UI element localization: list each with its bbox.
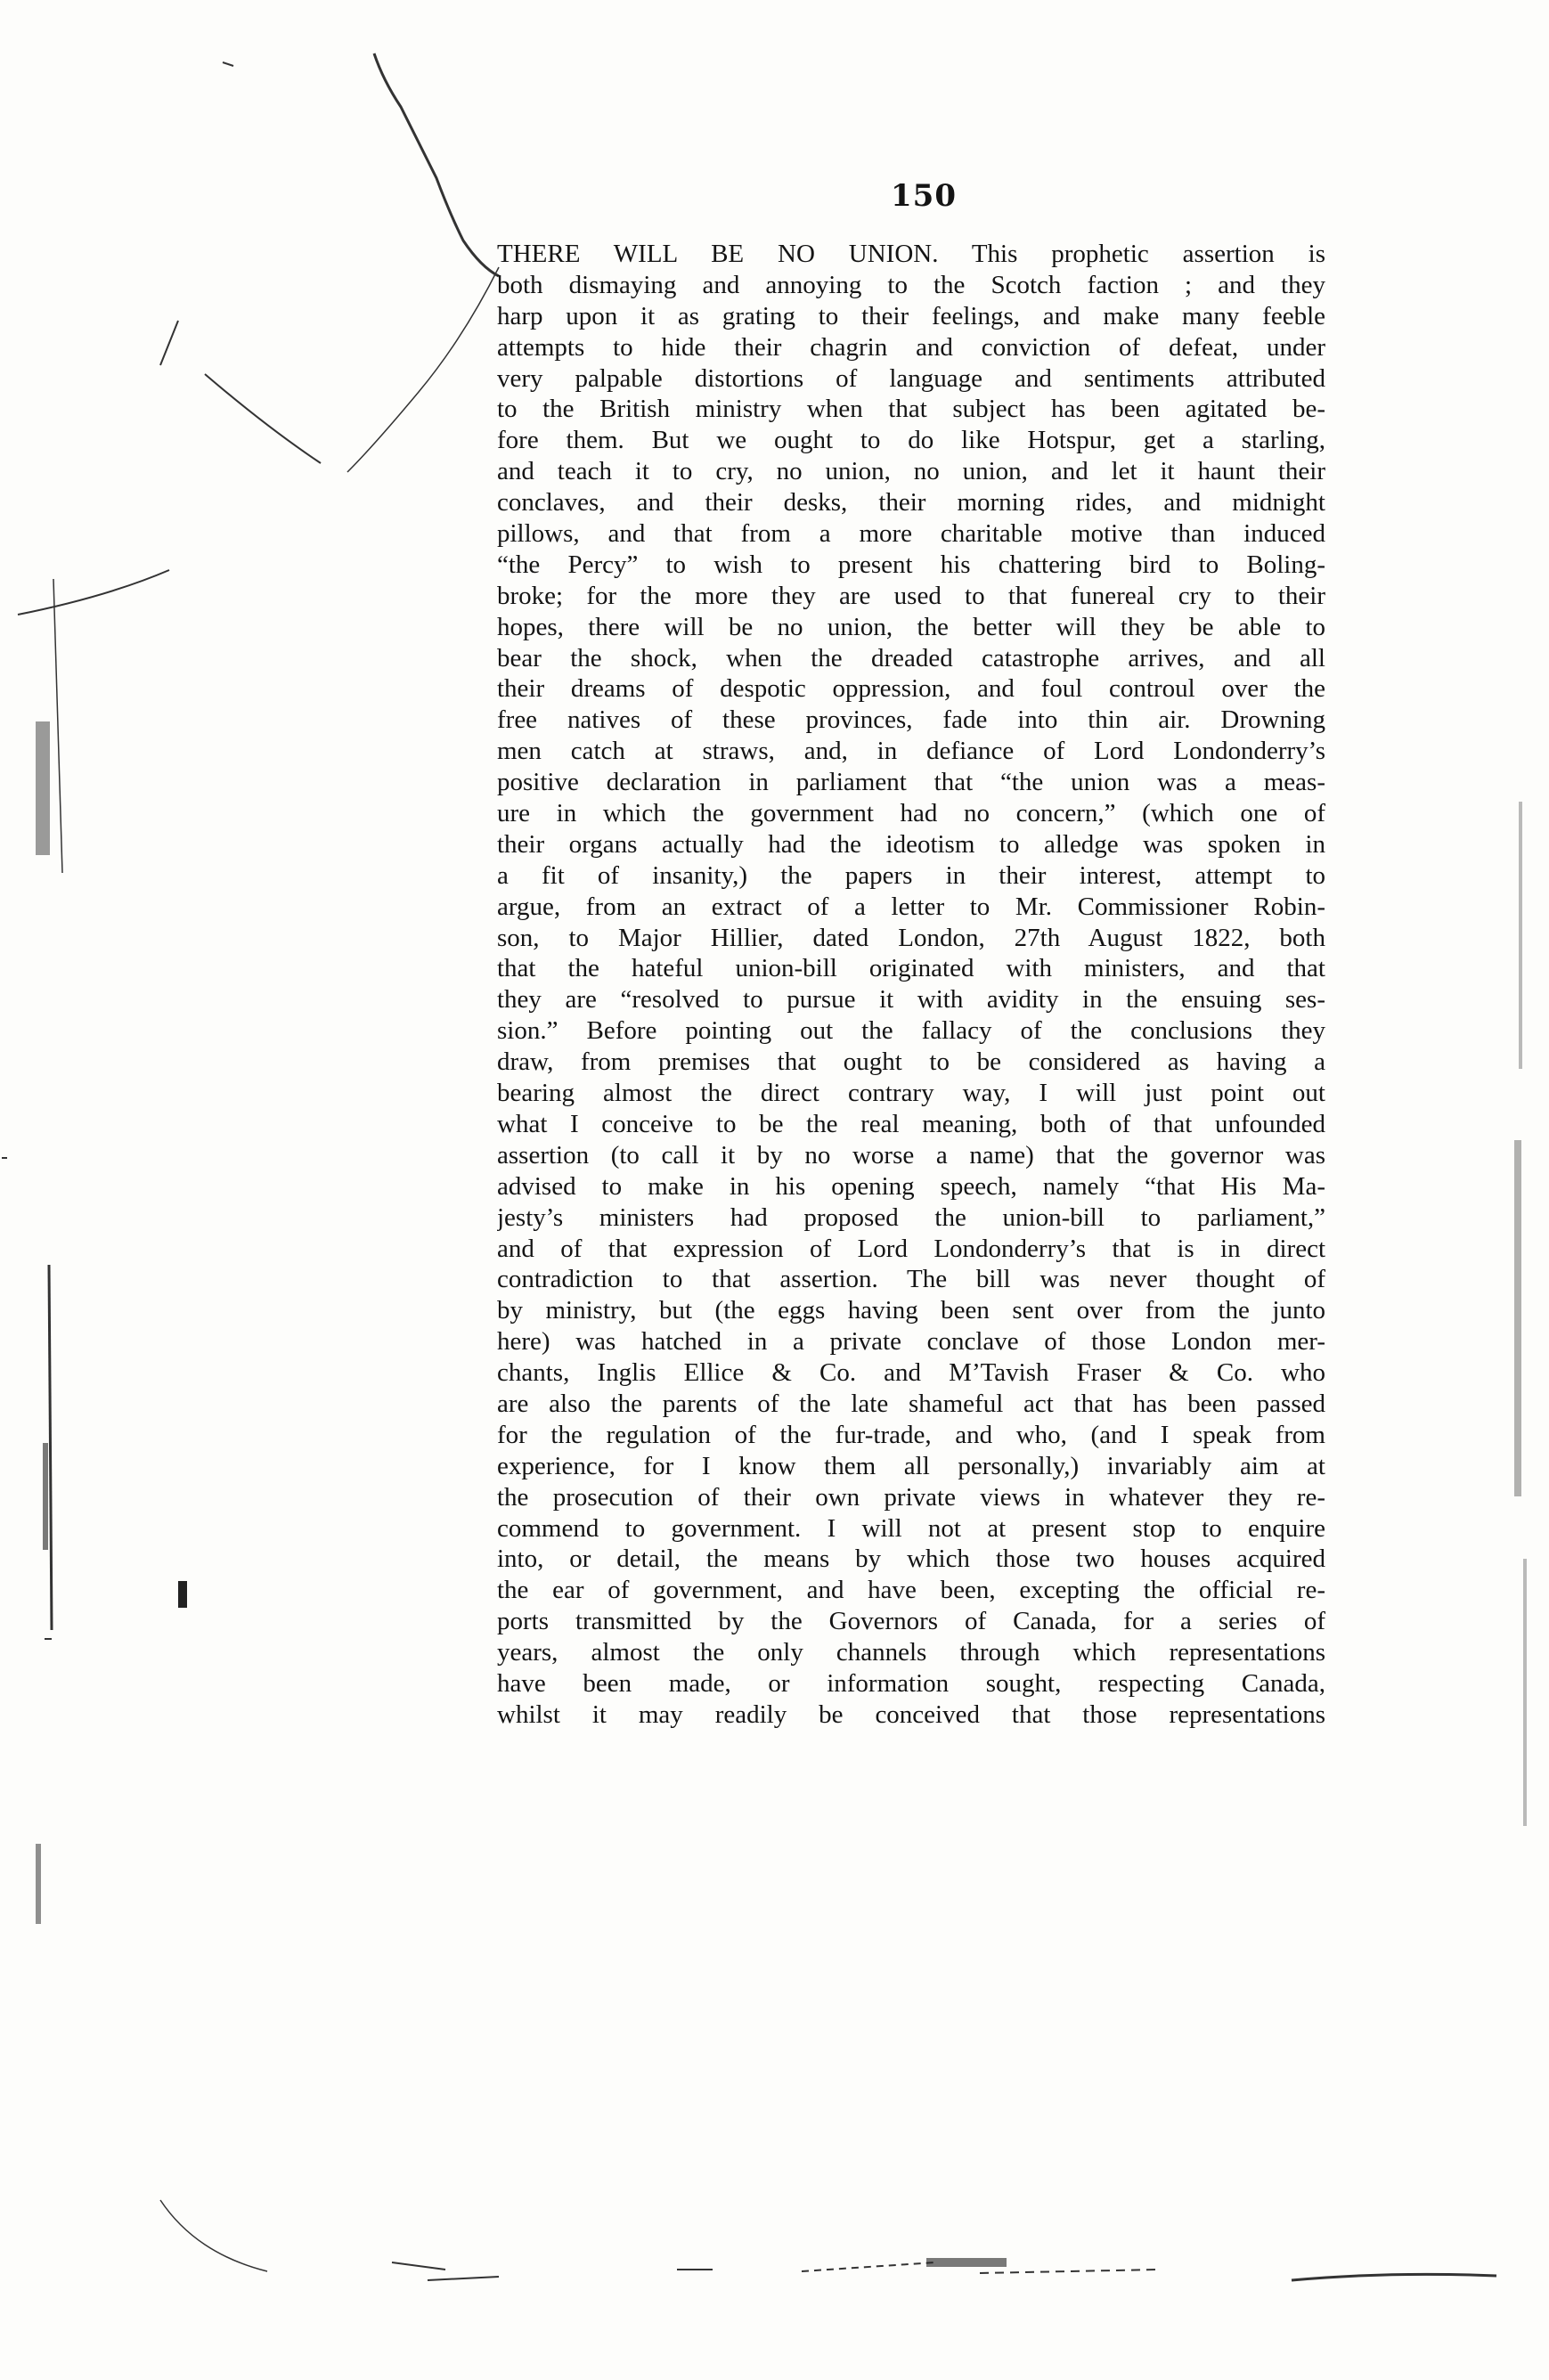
text-line: chants, Inglis Ellice & Co. and M’Tavish Fraser & Co. who [497,1358,1325,1388]
text-line: men catch at straws, and, in defiance of Lord Londonderry’s [497,737,1325,766]
text-line: a fit of insanity,) the papers in their interest, attempt to [497,860,1325,890]
text-line: and teach it to cry, no union, no union, and let it haunt their [497,457,1325,486]
text-line: conclaves, and their desks, their morning rides, and midnight [497,488,1325,518]
text-line: for the regulation of the fur-trade, and who, (and I speak from [497,1420,1325,1449]
text-line: son, to Major Hillier, dated London, 27th August 1822, both [497,923,1325,952]
text-line: and of that expression of Lord Londonderry’s that is in direct [497,1234,1325,1263]
text-line: that the hateful union-bill originated with ministers, and that [497,954,1325,983]
text-line: pillows, and that from a more charitable motive than induced [497,519,1325,549]
text-line: THERE WILL BE NO UNION. This prophetic assertion is [497,240,1325,268]
text-line: positive declaration in parliament that “the union was a meas- [497,768,1325,797]
text-line: contradiction to that assertion. The bill was never thought of [497,1265,1325,1294]
text-line: advised to make in his opening speech, namely “that His Ma- [497,1171,1325,1201]
text-line: experience, for I know them all personally,) invariably aim at [497,1451,1325,1480]
text-line: what I conceive to be the real meaning, both of that unfounded [497,1109,1325,1138]
text-line: jesty’s ministers had proposed the union-bill to parliament,” [497,1202,1325,1232]
text-line: both dismaying and annoying to the Scotch faction ; and they [497,270,1325,299]
text-line: they are “resolved to pursue it with avidity in the ensuing ses- [497,985,1325,1015]
text-line: draw, from premises that ought to be considered as having a [497,1047,1325,1077]
page-number: 150 [891,178,957,214]
text-line: their organs actually had the ideotism to alledge was spoken in [497,829,1325,859]
text-line: the prosecution of their own private views in whatever they re- [497,1482,1325,1512]
text-line: very palpable distortions of language and sentiments attributed [497,363,1325,393]
text-line: bear the shock, when the dreaded catastrophe arrives, and all [497,643,1325,672]
text-line: argue, from an extract of a letter to Mr. Commissioner Robin- [497,892,1325,921]
text-line: ports transmitted by the Governors of Canada, for a series of [497,1607,1325,1636]
text-line: attempts to hide their chagrin and conviction of defeat, under [497,332,1325,362]
body-text [497,239,1325,1731]
text-line: sion.” Before pointing out the fallacy of the conclusions they [497,1016,1325,1046]
text-line: into, or detail, the means by which those two houses acquired [497,1545,1325,1574]
text-line: harp upon it as grating to their feelings, and make many feeble [497,301,1325,330]
text-line: commend to government. I will not at present stop to enquire [497,1513,1325,1543]
text-line: here) was hatched in a private conclave of those London mer- [497,1327,1325,1357]
text-line: whilst it may readily be conceived that those representations [497,1699,1325,1729]
text-line: hopes, there will be no union, the better will they be able to [497,612,1325,641]
text-line: by ministry, but (the eggs having been sent over from the junto [497,1296,1325,1325]
text-line: free natives of these provinces, fade into thin air. Drowning [497,705,1325,735]
text-line: bearing almost the direct contrary way, I will just point out [497,1079,1325,1108]
text-line: fore them. But we ought to do like Hotspur, get a starling, [497,426,1325,455]
text-line: years, almost the only channels through which representations [497,1638,1325,1667]
text-line: their dreams of despotic oppression, and foul controul over the [497,674,1325,704]
text-line: “the Percy” to wish to present his chattering bird to Boling- [497,550,1325,579]
text-line: assertion (to call it by no worse a name) that the governor was [497,1140,1325,1170]
text-line: are also the parents of the late shameful act that has been passed [497,1389,1325,1418]
text-line: have been made, or information sought, respecting Canada, [497,1668,1325,1698]
text-line: the ear of government, and have been, excepting the official re- [497,1576,1325,1605]
text-line: to the British ministry when that subject has been agitated be- [497,395,1325,424]
text-line: broke; for the more they are used to that funereal cry to their [497,581,1325,610]
text-line: ure in which the government had no concern,” (which one of [497,799,1325,828]
